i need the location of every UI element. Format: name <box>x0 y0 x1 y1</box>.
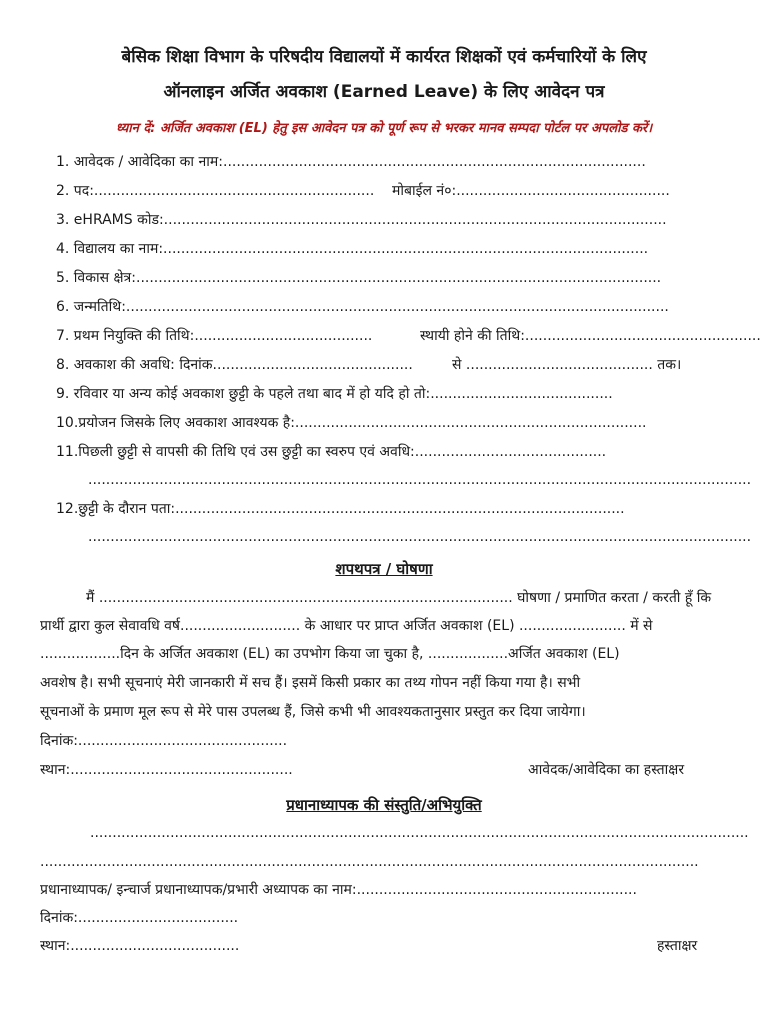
recommendation-line-1[interactable]: .................................................................................................................................................... <box>90 825 749 841</box>
field-school-name[interactable]: 4. विद्यालय का नाम:............................................................................................................. <box>56 241 649 257</box>
field-leave-purpose[interactable]: 10.प्रयोजन जिसके लिए अवकाश आवश्यक है:............................................................................... <box>56 415 647 431</box>
field-first-appointment-date[interactable]: 7. प्रथम नियुक्ति की तिथि:........................................ <box>56 328 373 344</box>
field-leave-from-date[interactable]: 8. अवकाश की अवधि: दिनांक............................................. <box>56 357 413 373</box>
declaration-line-5: सूचनाओं के प्रमाण मूल रूप से मेरे पास उपलब्ध हैं, जिसे कभी भी आवश्यकतानुसार प्रस्तुत कर दिया जायेगा। <box>40 704 586 720</box>
field-previous-leave-details[interactable]: 11.पिछली छुट्टी से वापसी की तिथि एवं उस छुट्टी का स्वरुप एवं अवधि:........................................... <box>56 444 607 460</box>
field-date-of-birth[interactable]: 6. जन्मतिथि:.......................................................................................................................... <box>56 299 669 315</box>
upload-notice: ध्यान दें: अर्जित अवकाश (EL) हेतु इस आवेदन पत्र को पूर्ण रूप से भरकर मानव सम्पदा पोर्टल पर अपलोड करें। <box>115 121 653 136</box>
form-title-line-1: बेसिक शिक्षा विभाग के परिषदीय विद्यालयों में कार्यरत शिक्षकों एवं कर्मचारियों के लिए <box>121 47 647 67</box>
recommendation-heading: प्रधानाध्यापक की संस्तुति/अभियुक्ति <box>286 796 482 814</box>
field-leave-to-date[interactable]: से .......................................... तक। <box>452 357 682 373</box>
headmaster-name-field[interactable]: प्रधानाध्यापक/ इन्चार्ज प्रधानाध्यापक/प्रभारी अध्यापक का नाम:............................................................... <box>40 882 637 898</box>
field-development-block[interactable]: 5. विकास क्षेत्र:...................................................................................................................... <box>56 270 662 286</box>
field-adjacent-holidays[interactable]: 9. रविवार या अन्य कोई अवकाश छुट्टी के पहले तथा बाद में हो यदि हो तो:......................................... <box>56 386 613 402</box>
declaration-line-4: अवशेष है। सभी सूचनाएं मेरी जानकारी में सच हैं। इसमें किसी प्रकार का तथ्य गोपन नहीं किया गया है। सभी <box>40 675 581 691</box>
declaration-place-field[interactable]: स्थान:.................................................. <box>40 762 293 778</box>
declaration-line-3[interactable]: ..................दिन के अर्जित अवकाश (EL) का उपभोग किया जा चुका है, ..................अर्जित अवकाश (EL) <box>40 646 620 662</box>
field-leave-address[interactable]: 12.छुट्टी के दौरान पता:..................................................................................................... <box>56 501 625 517</box>
recommendation-place-field[interactable]: स्थान:...................................... <box>40 938 240 954</box>
field-confirmation-date[interactable]: स्थायी होने की तिथि:..................................................... <box>420 328 761 344</box>
form-title-line-2: ऑनलाइन अर्जित अवकाश (Earned Leave) के लिए आवेदन पत्र <box>163 82 605 102</box>
recommendation-date-field[interactable]: दिनांक:.................................... <box>40 910 239 926</box>
recommendation-line-2[interactable]: .................................................................................................................................................... <box>40 854 699 870</box>
headmaster-signature-label: हस्ताक्षर <box>657 938 698 954</box>
field-designation[interactable]: 2. पद:............................................................... <box>56 183 375 199</box>
field-leave-address-continued[interactable]: ..................................................................................................................................................... <box>88 529 752 545</box>
field-applicant-name[interactable]: 1. आवेदक / आवेदिका का नाम:............................................................................................... <box>56 154 646 170</box>
field-ehrams-code[interactable]: 3. eHRAMS कोड:................................................................................................................. <box>56 212 667 228</box>
declaration-heading: शपथपत्र / घोषणा <box>335 560 433 578</box>
applicant-signature-label: आवेदक/आवेदिका का हस्ताक्षर <box>528 762 685 778</box>
field-previous-leave-details-continued[interactable]: ..................................................................................................................................................... <box>88 472 752 488</box>
declaration-line-1[interactable]: मैं ............................................................................................. घोषणा / प्रमाणित करता / करती हूँ कि <box>86 590 712 606</box>
declaration-date-field[interactable]: दिनांक:............................................... <box>40 733 288 749</box>
field-mobile-number[interactable]: मोबाईल नं०:................................................ <box>392 183 670 199</box>
declaration-line-2[interactable]: प्रार्थी द्वारा कुल सेवावधि वर्ष........................... के आधार पर प्राप्त अर्जित अवकाश (EL) ........................ में से <box>40 618 653 634</box>
